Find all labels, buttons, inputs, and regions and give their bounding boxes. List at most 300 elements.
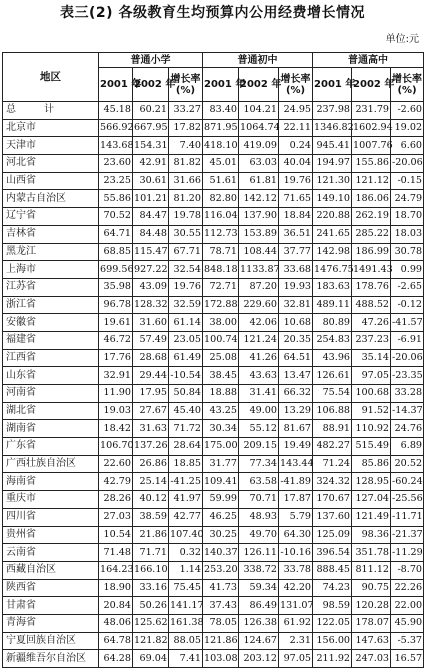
value-cell: 31.77: [203, 455, 239, 473]
value-cell: 59.99: [203, 491, 239, 509]
region-cell: 北京市: [3, 119, 99, 137]
value-cell: 2.31: [279, 632, 313, 650]
value-cell: 97.05: [279, 650, 313, 668]
value-cell: 43.96: [313, 349, 352, 367]
value-cell: 115.47: [133, 243, 169, 261]
value-cell: 36.51: [279, 225, 313, 243]
table-row: [3, 225, 424, 243]
value-cell: 64.30: [279, 526, 313, 544]
value-cell: 10.54: [99, 526, 133, 544]
value-cell: 69.04: [133, 650, 169, 668]
value-cell: 10.68: [279, 314, 313, 332]
value-cell: 7.41: [169, 650, 203, 668]
value-cell: 142.98: [313, 243, 352, 261]
table-row: [3, 455, 424, 473]
value-cell: 33.16: [133, 579, 169, 597]
value-cell: 127.04: [352, 491, 391, 509]
value-cell: -2.65: [391, 278, 424, 296]
value-cell: 27.03: [99, 508, 133, 526]
value-cell: -6.91: [391, 331, 424, 349]
value-cell: 86.49: [239, 597, 279, 615]
value-cell: 121.30: [313, 172, 352, 190]
value-cell: 55.12: [239, 420, 279, 438]
value-cell: 61.14: [169, 314, 203, 332]
value-cell: 19.78: [169, 208, 203, 226]
region-cell: 吉林省: [3, 225, 99, 243]
year-2001-header: 2001 年: [313, 68, 352, 102]
value-cell: 18.70: [391, 208, 424, 226]
table-row: [3, 650, 424, 668]
value-cell: -41.89: [279, 473, 313, 491]
region-cell: 新疆维吾尔自治区: [3, 650, 99, 668]
value-cell: 178.76: [352, 278, 391, 296]
value-cell: 31.66: [169, 172, 203, 190]
region-cell: 贵州省: [3, 526, 99, 544]
table-row: [3, 491, 424, 509]
table-row: [3, 367, 424, 385]
value-cell: 101.21: [133, 190, 169, 208]
value-cell: 50.84: [169, 385, 203, 403]
value-cell: 98.59: [313, 597, 352, 615]
table-row: [3, 172, 424, 190]
value-cell: 48.06: [99, 614, 133, 632]
value-cell: 237.23: [352, 331, 391, 349]
value-cell: 1.14: [169, 561, 203, 579]
value-cell: 82.80: [203, 190, 239, 208]
value-cell: 23.05: [169, 331, 203, 349]
value-cell: 128.32: [133, 296, 169, 314]
value-cell: 28.26: [99, 491, 133, 509]
value-cell: 71.72: [169, 420, 203, 438]
value-cell: 175.00: [203, 438, 239, 456]
value-cell: 67.71: [169, 243, 203, 261]
value-cell: 1064.74: [239, 119, 279, 137]
table-row: [3, 579, 424, 597]
table-row: [3, 190, 424, 208]
table-row: [3, 402, 424, 420]
region-cell: 四川省: [3, 508, 99, 526]
value-cell: -41.25: [169, 473, 203, 491]
value-cell: 488.52: [352, 296, 391, 314]
value-cell: 30.61: [133, 172, 169, 190]
value-cell: -2.60: [391, 102, 424, 120]
value-cell: 247.03: [352, 650, 391, 668]
value-cell: 32.54: [169, 261, 203, 279]
value-cell: 143.44: [279, 455, 313, 473]
region-cell: 内蒙古自治区: [3, 190, 99, 208]
value-cell: 419.09: [239, 137, 279, 155]
value-cell: 418.10: [203, 137, 239, 155]
value-cell: -10.54: [169, 367, 203, 385]
value-cell: -11.29: [391, 544, 424, 562]
region-cell: 河北省: [3, 155, 99, 173]
region-cell: 甘肃省: [3, 597, 99, 615]
value-cell: 126.38: [239, 614, 279, 632]
value-cell: 22.00: [391, 597, 424, 615]
region-cell: 浙江省: [3, 296, 99, 314]
value-cell: -25.56: [391, 491, 424, 509]
value-cell: 31.63: [133, 420, 169, 438]
table-row: [3, 314, 424, 332]
value-cell: 5.79: [279, 508, 313, 526]
table-row: [3, 526, 424, 544]
value-cell: 48.93: [239, 508, 279, 526]
value-cell: 107.40: [169, 526, 203, 544]
value-cell: 482.27: [313, 438, 352, 456]
value-cell: 91.52: [352, 402, 391, 420]
value-cell: 667.95: [133, 119, 169, 137]
value-cell: 237.98: [313, 102, 352, 120]
value-cell: 38.45: [203, 367, 239, 385]
value-cell: 59.34: [239, 579, 279, 597]
region-cell: 广东省: [3, 438, 99, 456]
value-cell: -20.06: [391, 349, 424, 367]
region-cell: 陕西省: [3, 579, 99, 597]
value-cell: 142.12: [239, 190, 279, 208]
value-cell: 186.06: [352, 190, 391, 208]
year-2002-header: 2002 年: [133, 68, 169, 102]
value-cell: 126.11: [239, 544, 279, 562]
value-cell: 40.04: [279, 155, 313, 173]
region-cell: 重庆市: [3, 491, 99, 509]
value-cell: 351.78: [352, 544, 391, 562]
value-cell: 17.87: [279, 491, 313, 509]
senior-middle-header: 普通高中: [313, 53, 424, 68]
value-cell: 68.85: [99, 243, 133, 261]
value-cell: 38.59: [133, 508, 169, 526]
value-cell: 19.02: [391, 119, 424, 137]
value-cell: 125.62: [133, 614, 169, 632]
region-cell: 天津市: [3, 137, 99, 155]
value-cell: 61.92: [279, 614, 313, 632]
region-cell: 云南省: [3, 544, 99, 562]
value-cell: 137.26: [133, 438, 169, 456]
value-cell: 42.20: [279, 579, 313, 597]
value-cell: 18.42: [99, 420, 133, 438]
value-cell: 28.64: [169, 438, 203, 456]
value-cell: 43.25: [203, 402, 239, 420]
value-cell: 35.14: [352, 349, 391, 367]
value-cell: 13.47: [279, 367, 313, 385]
value-cell: 71.65: [279, 190, 313, 208]
table-row: [3, 420, 424, 438]
value-cell: 32.59: [169, 296, 203, 314]
value-cell: -0.15: [391, 172, 424, 190]
value-cell: -0.12: [391, 296, 424, 314]
value-cell: 285.22: [352, 225, 391, 243]
table-row: [3, 438, 424, 456]
value-cell: 19.03: [99, 402, 133, 420]
value-cell: 121.12: [352, 172, 391, 190]
value-cell: 90.75: [352, 579, 391, 597]
value-cell: 18.84: [279, 208, 313, 226]
value-cell: 61.49: [169, 349, 203, 367]
growth-rate-header: 增长率 (%): [391, 68, 424, 102]
value-cell: 927.22: [133, 261, 169, 279]
value-cell: 120.28: [352, 597, 391, 615]
value-cell: 70.71: [239, 491, 279, 509]
table-row: [3, 544, 424, 562]
value-cell: 45.40: [169, 402, 203, 420]
value-cell: 106.88: [313, 402, 352, 420]
value-cell: 63.58: [239, 473, 279, 491]
value-cell: 43.09: [133, 278, 169, 296]
value-cell: 186.99: [352, 243, 391, 261]
year-2001-header: 2001 年: [203, 68, 239, 102]
value-cell: 45.01: [203, 155, 239, 173]
value-cell: 141.17: [169, 597, 203, 615]
region-cell: 山西省: [3, 172, 99, 190]
value-cell: 137.60: [313, 508, 352, 526]
value-cell: 121.49: [352, 508, 391, 526]
value-cell: 20.84: [99, 597, 133, 615]
value-cell: 96.78: [99, 296, 133, 314]
junior-middle-header: 普通初中: [203, 53, 313, 68]
value-cell: 122.05: [313, 614, 352, 632]
value-cell: 33.28: [391, 385, 424, 403]
table-row: [3, 331, 424, 349]
value-cell: 28.68: [133, 349, 169, 367]
value-cell: 19.61: [99, 314, 133, 332]
value-cell: 17.82: [169, 119, 203, 137]
table-row: [3, 597, 424, 615]
value-cell: 19.93: [279, 278, 313, 296]
value-cell: 37.77: [279, 243, 313, 261]
value-cell: 121.82: [133, 632, 169, 650]
table-row: [3, 296, 424, 314]
value-cell: 888.45: [313, 561, 352, 579]
value-cell: 24.76: [391, 420, 424, 438]
unit-label: 单位:元: [385, 34, 419, 45]
value-cell: -21.37: [391, 526, 424, 544]
value-cell: 11.90: [99, 385, 133, 403]
value-cell: 19.49: [279, 438, 313, 456]
value-cell: 80.89: [313, 314, 352, 332]
value-cell: 78.71: [203, 243, 239, 261]
value-cell: 31.60: [133, 314, 169, 332]
value-cell: 1491.43: [352, 261, 391, 279]
value-cell: 71.24: [313, 455, 352, 473]
region-cell: 上海市: [3, 261, 99, 279]
table-body: [3, 102, 424, 668]
region-cell: 青海省: [3, 614, 99, 632]
value-cell: 41.26: [239, 349, 279, 367]
region-cell: 江西省: [3, 349, 99, 367]
table-row: [3, 137, 424, 155]
value-cell: 324.32: [313, 473, 352, 491]
value-cell: 51.61: [203, 172, 239, 190]
value-cell: 19.76: [279, 172, 313, 190]
value-cell: 43.63: [239, 367, 279, 385]
value-cell: 98.36: [352, 526, 391, 544]
year-2001-header: 2001 年: [99, 68, 133, 102]
year-2002-header: 2002 年: [352, 68, 391, 102]
value-cell: 229.60: [239, 296, 279, 314]
value-cell: 143.68: [99, 137, 133, 155]
value-cell: 81.67: [279, 420, 313, 438]
value-cell: -23.35: [391, 367, 424, 385]
value-cell: 81.82: [169, 155, 203, 173]
value-cell: 137.90: [239, 208, 279, 226]
region-cell: 湖北省: [3, 402, 99, 420]
value-cell: 64.71: [99, 225, 133, 243]
value-cell: 64.51: [279, 349, 313, 367]
value-cell: 33.68: [279, 261, 313, 279]
value-cell: 811.12: [352, 561, 391, 579]
value-cell: 63.03: [239, 155, 279, 173]
value-cell: 88.91: [313, 420, 352, 438]
value-cell: 42.79: [99, 473, 133, 491]
value-cell: 147.63: [352, 632, 391, 650]
value-cell: 18.90: [99, 579, 133, 597]
value-cell: -20.06: [391, 155, 424, 173]
value-cell: 106.70: [99, 438, 133, 456]
value-cell: 70.52: [99, 208, 133, 226]
value-cell: 140.37: [203, 544, 239, 562]
region-cell: 总 计: [3, 102, 99, 120]
value-cell: 121.24: [239, 331, 279, 349]
value-cell: 41.97: [169, 491, 203, 509]
value-cell: 20.35: [279, 331, 313, 349]
value-cell: 42.06: [239, 314, 279, 332]
value-cell: 81.20: [169, 190, 203, 208]
value-cell: -14.37: [391, 402, 424, 420]
value-cell: 166.10: [133, 561, 169, 579]
value-cell: 178.07: [352, 614, 391, 632]
value-cell: 30.25: [203, 526, 239, 544]
value-cell: 45.90: [391, 614, 424, 632]
region-cell: 宁夏回族自治区: [3, 632, 99, 650]
value-cell: 46.25: [203, 508, 239, 526]
value-cell: 27.67: [133, 402, 169, 420]
value-cell: 871.95: [203, 119, 239, 137]
value-cell: 78.05: [203, 614, 239, 632]
region-cell: 辽宁省: [3, 208, 99, 226]
value-cell: 72.71: [203, 278, 239, 296]
table-row: [3, 278, 424, 296]
value-cell: 164.23: [99, 561, 133, 579]
value-cell: 71.71: [133, 544, 169, 562]
value-cell: 104.21: [239, 102, 279, 120]
region-cell: 湖南省: [3, 420, 99, 438]
value-cell: 46.72: [99, 331, 133, 349]
value-cell: 7.40: [169, 137, 203, 155]
value-cell: 1346.82: [313, 119, 352, 137]
value-cell: 6.60: [391, 137, 424, 155]
primary-school-header: 普通小学: [99, 53, 203, 68]
value-cell: 64.28: [99, 650, 133, 668]
table-row: [3, 385, 424, 403]
year-2002-header: 2002 年: [239, 68, 279, 102]
value-cell: 77.34: [239, 455, 279, 473]
table-row: [3, 155, 424, 173]
value-cell: 848.18: [203, 261, 239, 279]
value-cell: 211.92: [313, 650, 352, 668]
value-cell: 109.41: [203, 473, 239, 491]
value-cell: 97.05: [352, 367, 391, 385]
region-cell: 山东省: [3, 367, 99, 385]
value-cell: 121.86: [203, 632, 239, 650]
value-cell: 30.78: [391, 243, 424, 261]
education-funding-table: [2, 52, 424, 668]
value-cell: 30.34: [203, 420, 239, 438]
table-row: [3, 349, 424, 367]
value-cell: 21.86: [133, 526, 169, 544]
value-cell: 57.49: [133, 331, 169, 349]
value-cell: 84.47: [133, 208, 169, 226]
value-cell: 37.43: [203, 597, 239, 615]
value-cell: 161.38: [169, 614, 203, 632]
value-cell: 17.76: [99, 349, 133, 367]
region-cell: 西藏自治区: [3, 561, 99, 579]
value-cell: 17.95: [133, 385, 169, 403]
value-cell: 71.48: [99, 544, 133, 562]
table-row: [3, 119, 424, 137]
value-cell: 60.21: [133, 102, 169, 120]
value-cell: 396.54: [313, 544, 352, 562]
table-row: [3, 508, 424, 526]
value-cell: 88.05: [169, 632, 203, 650]
table-header: [3, 53, 424, 102]
value-cell: 103.08: [203, 650, 239, 668]
value-cell: 128.95: [352, 473, 391, 491]
region-cell: 福建省: [3, 331, 99, 349]
value-cell: 0.99: [391, 261, 424, 279]
value-cell: 1476.75: [313, 261, 352, 279]
value-cell: 18.03: [391, 225, 424, 243]
value-cell: 75.54: [313, 385, 352, 403]
region-cell: 广西壮族自治区: [3, 455, 99, 473]
value-cell: 47.26: [352, 314, 391, 332]
value-cell: 38.00: [203, 314, 239, 332]
value-cell: 87.20: [239, 278, 279, 296]
table-row: [3, 632, 424, 650]
value-cell: 33.78: [279, 561, 313, 579]
value-cell: -41.57: [391, 314, 424, 332]
table-row: [3, 473, 424, 491]
value-cell: 0.32: [169, 544, 203, 562]
table-row: [3, 561, 424, 579]
value-cell: 25.08: [203, 349, 239, 367]
value-cell: 45.18: [99, 102, 133, 120]
value-cell: 23.60: [99, 155, 133, 173]
value-cell: 24.95: [279, 102, 313, 120]
value-cell: -8.70: [391, 561, 424, 579]
table-row: [3, 614, 424, 632]
region-cell: 江苏省: [3, 278, 99, 296]
value-cell: 74.23: [313, 579, 352, 597]
value-cell: -11.71: [391, 508, 424, 526]
value-cell: 100.74: [203, 331, 239, 349]
value-cell: 49.00: [239, 402, 279, 420]
value-cell: 194.97: [313, 155, 352, 173]
value-cell: 153.89: [239, 225, 279, 243]
value-cell: 84.48: [133, 225, 169, 243]
value-cell: 25.14: [133, 473, 169, 491]
value-cell: 24.79: [391, 190, 424, 208]
value-cell: 35.98: [99, 278, 133, 296]
value-cell: 26.86: [133, 455, 169, 473]
table-row: [3, 243, 424, 261]
value-cell: 220.88: [313, 208, 352, 226]
value-cell: 112.73: [203, 225, 239, 243]
value-cell: 155.86: [352, 155, 391, 173]
value-cell: 149.10: [313, 190, 352, 208]
value-cell: 22.11: [279, 119, 313, 137]
value-cell: 253.20: [203, 561, 239, 579]
value-cell: 203.12: [239, 650, 279, 668]
value-cell: 66.32: [279, 385, 313, 403]
